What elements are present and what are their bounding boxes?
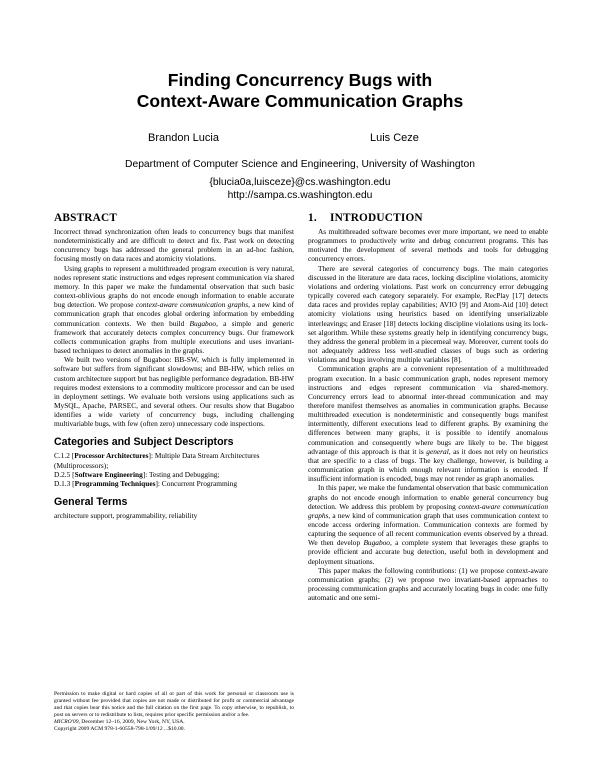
title-line-2: Context-Aware Communication Graphs <box>136 91 464 111</box>
category-item: D.2.5 [Software Engineering]: Testing and Debugging; <box>54 469 220 479</box>
affiliation-block <box>0 158 600 202</box>
categories-heading: Categories and Subject Descriptors <box>54 436 234 449</box>
general-terms-heading: General Terms <box>54 496 128 509</box>
section-number: 1. <box>308 212 317 224</box>
intro-paragraph-2: There are several categories of concurrency bugs. The main categories discussed in the literature are data races, locking discipline violations, atomicity violations and ordering violations. Past work on concurrency error debugging typically covered each category separately. For example, RecPlay [17] detects data races and provides replay capabilities; AVIO [9] and Atom-Aid [10] detect atomicity violations using heuristics based on identifying unserializable interleavings; and Eraser [18] detects locking discipline violations using its lock-set algorithm. While these systems greatly help in identifying concurrency bugs, they address the general problem in a piecemeal way. Moreover, current tools do not adequately address less well-studied classes of bugs such as ordering violations and bugs involving multiple variables [8]. <box>308 263 548 365</box>
abstract-paragraph-3: We built two versions of Bugaboo: BB-SW, which is fully implemented in software but suffers from significant slowdowns; and BB-HW, which relies on custom architecture support but has negligible performance degradation. BB-HW requires modest extensions to a commodity multicore processor and can be used in deployment settings. We evaluate both versions using applications such as MySQL, Apache, PARSEC, and several others. Our results show that Bugaboo identifies a wide variety of concurrency bugs, including challenging multivariable bugs, with few (often zero) unnecessary code inspections. <box>54 355 294 429</box>
intro-paragraph-4: In this paper, we make the fundamental observation that basic communication graphs do not encode enough information to enable general concurrency bug detection. We address this problem by proposing context-aware communication graphs, a new kind of communication graph that uses communication context to encode access ordering information. Communication contexts are formed by capturing the sequence of all recent communication events observed by a thread. We then develop Bugaboo, a complete system that leverages these graphs to provide efficient and accurate bug detection, useful both in development and deployment situations. <box>308 483 548 566</box>
intro-paragraph-1: As multithreaded software becomes ever more important, we need to enable programmers to productively write and debug concurrent programs. This has motivated the development of several methods and tools for debugging concurrency errors. <box>308 227 548 264</box>
introduction-heading: 1. INTRODUCTION <box>308 212 423 224</box>
abstract-paragraph-2: Using graphs to represent a multithreaded program execution is very natural, nodes represent static instructions and edges represent communication via shared memory. In this paper we make the fundamental observation that such basic context-oblivious graphs do not encode enough information to enable accurate bug detection. We propose context-aware communication graphs, a new kind of communication graph that encodes global ordering information by embedding communication contexts. We then build Bugaboo, a simple and generic framework that accurately detects complex concurrency bugs. Our framework collects communication graphs from multiple executions and uses invariant-based techniques to detect anomalies in the graphs. <box>54 263 295 356</box>
copyright-line: Copyright 2009 ACM 978-1-60558-798-1/09/12 ...$10.00. <box>54 726 185 732</box>
permission-notice <box>54 691 294 733</box>
author-1: Brandon Lucia <box>148 132 219 144</box>
permission-text: Permission to make digital or hard copies of all or part of this work for personal or classroom use is granted without fee provided that copies are not made or distributed for profit or commercial advantage and that copies bear this notice and the full citation on the first page. To copy otherwise, to republish, to post on servers or to redistribute to lists, requires prior specific permission and/or a fee. <box>54 691 294 718</box>
group-url: http://sampa.cs.washington.edu <box>227 190 373 201</box>
left-column <box>54 212 294 520</box>
general-terms-text: architecture support, programmability, reliability <box>54 511 198 521</box>
venue-line: MICRO'09, December 12–16, 2009, New York, NY, USA. <box>54 719 185 725</box>
affiliation: Department of Computer Science and Engineering, University of Washington <box>125 159 475 170</box>
title-line-1: Finding Concurrency Bugs with <box>167 70 433 90</box>
author-email: {blucia0a,luisceze}@cs.washington.edu <box>209 177 391 188</box>
author-2: Luis Ceze <box>370 132 419 144</box>
intro-paragraph-3: Communication graphs are a convenient representation of a multithreaded program execution. In a basic communication graph, nodes represent memory instructions and edges represent communication via shared-memory. Concurrency errors lead to abnormal inter-thread communication and may therefore manifest themselves as anomalies in communication graphs. Because multithreaded execution is nondeterministic and consequently bugs manifest intermittently, different executions lead to different graphs. By examining the differences between many graphs, it is possible to identify anomalous communication and consequently where bugs are likely to be. The biggest advantage of this approach is that it is general, as it does not rely on heuristics that are specific to a class of bugs. The key challenge, however, is building a communication graph in which enough relevant information is encoded. If insufficient information is encoded, bugs may not render as graph anomalies. <box>308 364 549 484</box>
category-item: C.1.2 [Processor Architectures]: Multiple Data Stream Architectures (Multiprocessors); <box>54 451 260 470</box>
abstract-paragraph-1: Incorrect thread synchronization often leads to concurrency bugs that manifest nondeterministically and are difficult to detect and fix. Past work on detecting concurrency bugs has addressed the general problem in an ad-hoc fashion, focusing mostly on data races and atomicity violations. <box>54 227 294 264</box>
right-column <box>308 212 548 602</box>
intro-paragraph-5: This paper makes the following contributions: (1) we propose context-aware communication graphs; (2) we propose two invariant-based approaches to processing communication graphs and accurately locating bugs in code: one fully automatic and one semi- <box>308 565 548 603</box>
abstract-heading: ABSTRACT <box>54 212 118 224</box>
category-item: D.1.3 [Programming Techniques]: Concurrent Programming <box>54 478 238 488</box>
paper-title <box>0 70 600 112</box>
